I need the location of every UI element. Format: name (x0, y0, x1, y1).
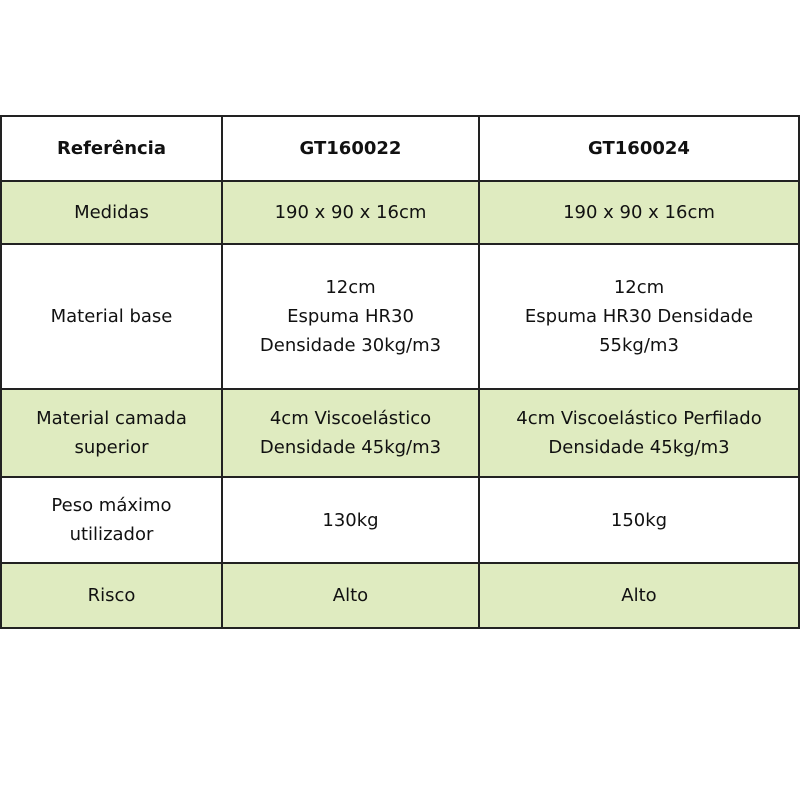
cell-line: Densidade 45kg/m3 (548, 437, 730, 458)
value-cell (479, 181, 799, 244)
cell-line: 190 x 90 x 16cm (563, 202, 715, 223)
cell-line: Medidas (74, 202, 149, 223)
cell-line: superior (74, 437, 149, 458)
value-cell (222, 389, 479, 477)
cell-line: Material base (50, 306, 173, 327)
table-row (1, 477, 799, 563)
cell-line: Peso máximo (51, 495, 172, 516)
header-cell: GT160022 (222, 116, 479, 181)
cell-line: 12cm (613, 277, 665, 298)
cell-line: Alto (621, 585, 657, 606)
cell-line: Densidade 45kg/m3 (259, 437, 442, 458)
header-row (1, 116, 799, 181)
value-cell (479, 389, 799, 477)
header-cell: GT160024 (479, 116, 799, 181)
row-label-cell (1, 477, 222, 563)
table-row (1, 181, 799, 244)
row-label-cell (1, 563, 222, 628)
header-cell: Referência (1, 116, 222, 181)
table-row (1, 389, 799, 477)
table-row (1, 563, 799, 628)
product-comparison-table (0, 115, 800, 629)
cell-line: 190 x 90 x 16cm (274, 202, 427, 223)
cell-line: Densidade 30kg/m3 (259, 335, 442, 356)
row-label-cell (1, 181, 222, 244)
cell-line: 130kg (322, 509, 379, 531)
cell-line: Alto (332, 585, 369, 606)
cell-line: 150kg (610, 509, 668, 531)
cell-line: 4cm Viscoelástico (269, 408, 432, 429)
value-cell (222, 477, 479, 563)
cell-line: 4cm Viscoelástico Perfilado (516, 408, 762, 429)
value-cell (479, 477, 799, 563)
row-label-cell (1, 244, 222, 389)
value-cell (479, 244, 799, 389)
row-label-cell (1, 389, 222, 477)
cell-line: Espuma HR30 Densidade (524, 306, 754, 327)
value-cell (222, 563, 479, 628)
table-row (1, 244, 799, 389)
cell-line: Risco (87, 585, 136, 606)
cell-line: 12cm (325, 277, 376, 298)
value-cell (479, 563, 799, 628)
value-cell (222, 244, 479, 389)
cell-line: Espuma HR30 (287, 306, 414, 327)
cell-line: utilizador (69, 524, 154, 545)
cell-line: Material camada (36, 408, 187, 429)
value-cell (222, 181, 479, 244)
cell-line: 55kg/m3 (599, 335, 679, 356)
